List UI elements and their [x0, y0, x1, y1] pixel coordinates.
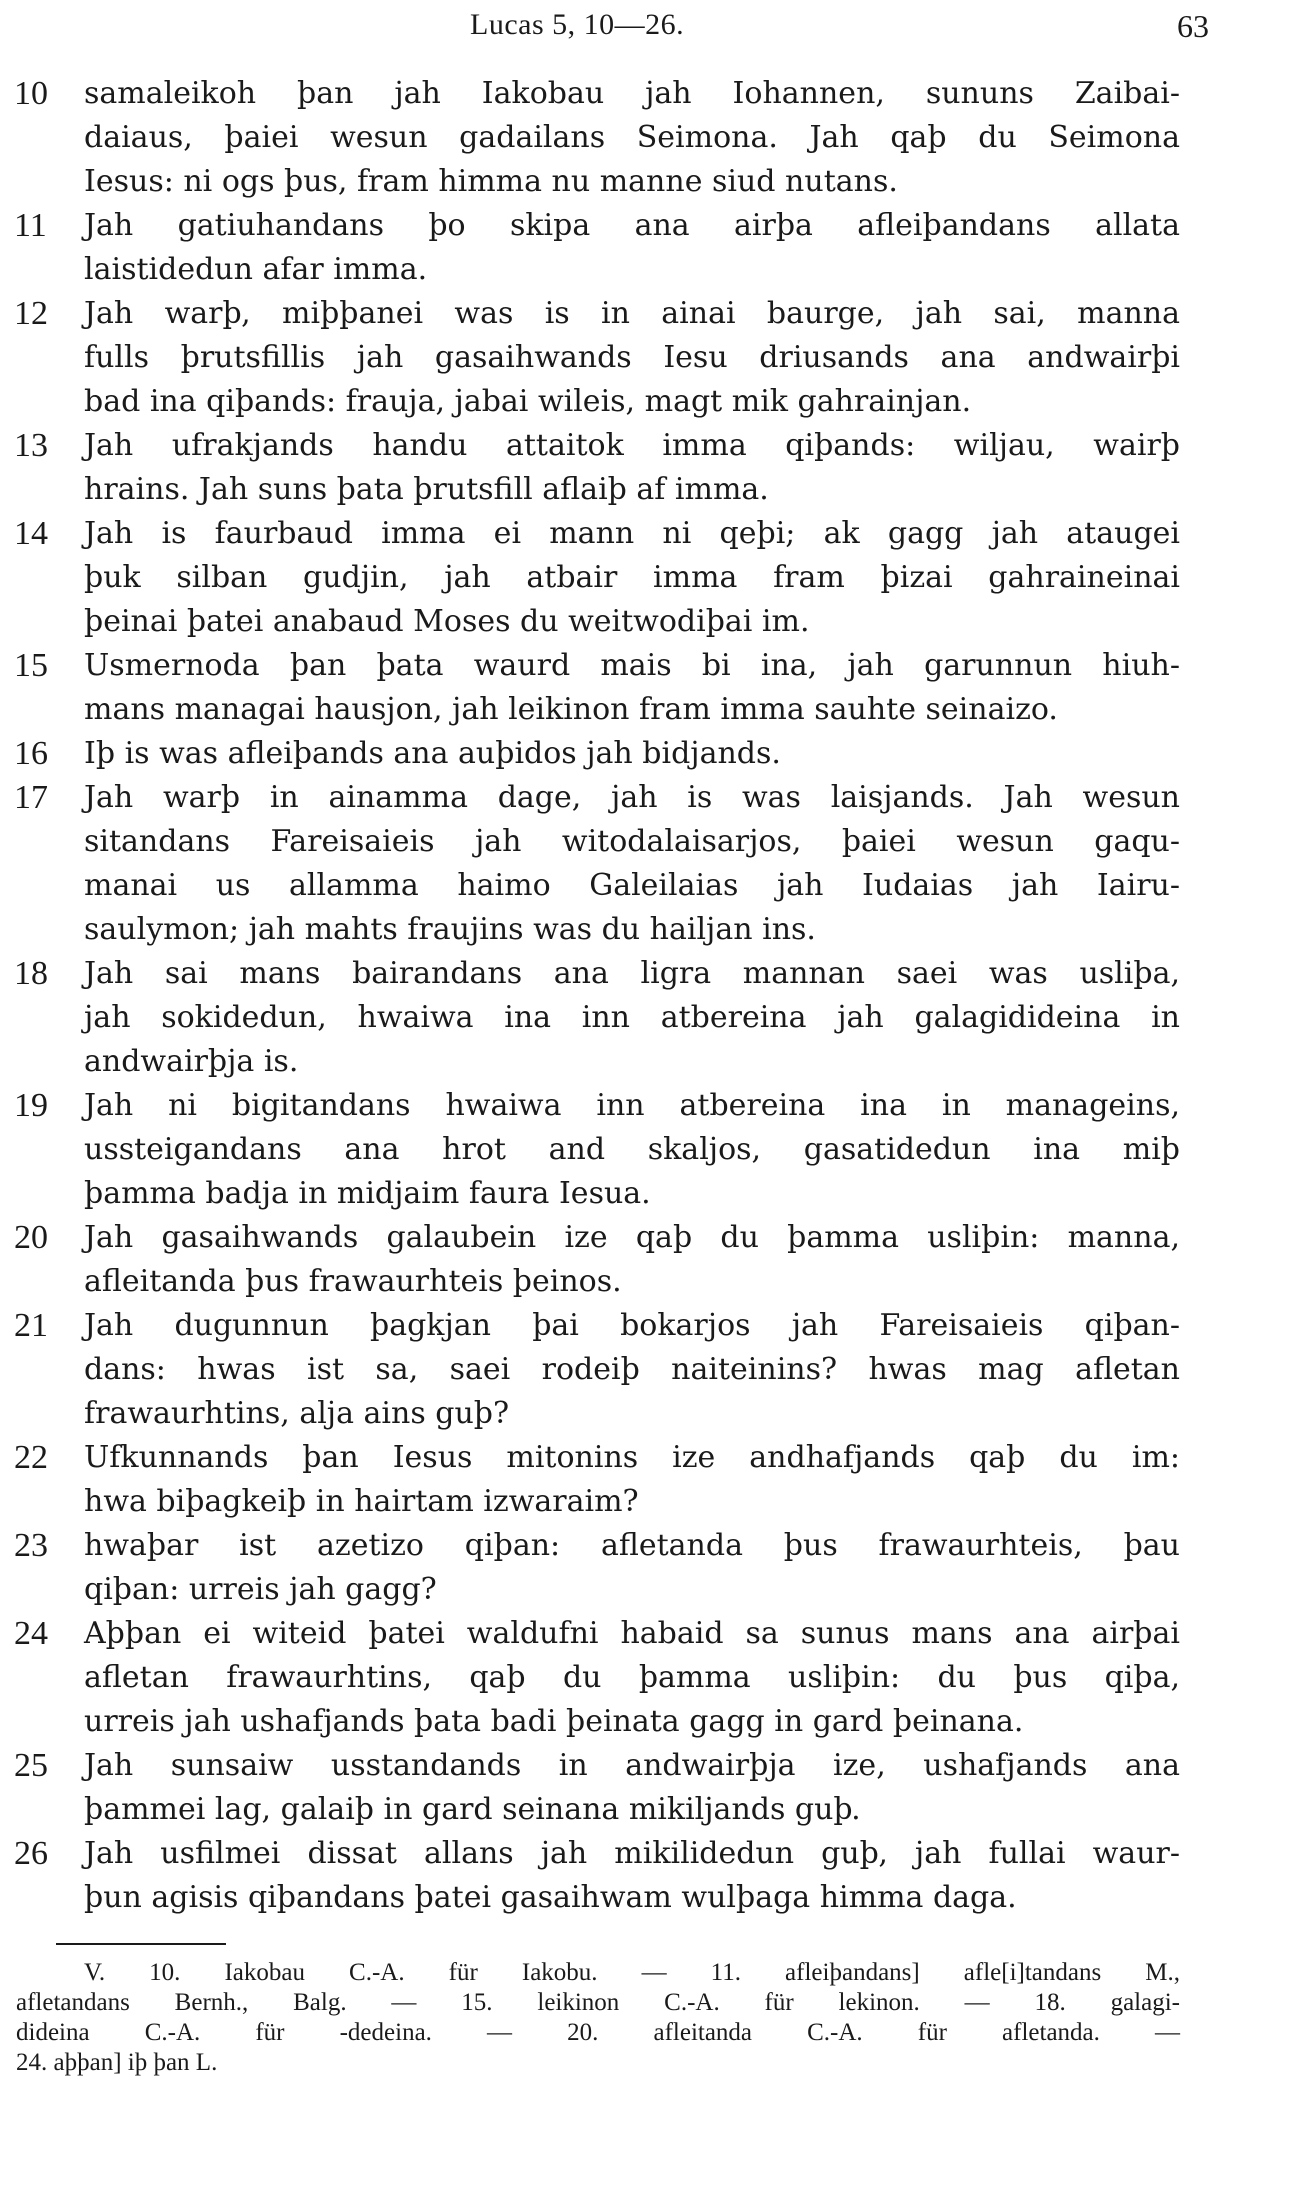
verse-line: urreis jah ushafjands þata badi þeinata gagg in gard þeinana.: [84, 1704, 1024, 1739]
verse-line: þun agisis qiþandans þatei gasaihwam wulþaga himma daga.: [84, 1880, 1017, 1915]
verse-number: 22: [14, 1439, 48, 1476]
verse-lines: [84, 204, 1180, 292]
verse-lines: [84, 732, 1180, 776]
verse-line: hwa biþagkeiþ in hairtam izwaraim?: [84, 1484, 639, 1519]
verse-lines: [84, 512, 1180, 644]
verse-line: bad ina qiþands: frauja, jabai wileis, magt mik gahrainjan.: [84, 384, 972, 419]
verse-line: hwaþar ist azetizo qiþan: afletanda þus frawaurhteis, þau: [84, 1528, 1180, 1563]
verse-number: 15: [14, 647, 48, 684]
verse-line: Jah sai mans bairandans ana ligra mannan saei was usliþa,: [84, 956, 1180, 991]
verse-line: Jah warþ in ainamma dage, jah is was laisjands. Jah wesun: [84, 780, 1180, 815]
verse-number: 13: [14, 427, 48, 464]
running-head: Lucas 5, 10—26.: [470, 8, 685, 41]
verse-line: Jah warþ, miþþanei was is in ainai baurge, jah sai, manna: [84, 296, 1180, 331]
verse-line: afletan frawaurhtins, qaþ du þamma usliþin: du þus qiþa,: [84, 1660, 1180, 1695]
verse-line: Iesus: ni ogs þus, fram himma nu manne siud nutans.: [84, 164, 898, 199]
verse: [0, 1744, 1304, 1832]
verse-line: Jah ufrakjands handu attaitok imma qiþands: wiljau, wairþ: [84, 428, 1180, 463]
verse: [0, 424, 1304, 512]
verse-line: hrains. Jah suns þata þrutsfill aflaiþ af imma.: [84, 472, 769, 507]
verse-line: ussteigandans ana hrot and skaljos, gasatidedun ina miþ: [84, 1132, 1180, 1167]
verse-lines: [84, 1436, 1180, 1524]
verse-lines: [84, 1744, 1180, 1832]
verse-text-block: [0, 72, 1304, 1920]
verse-line: laistidedun afar imma.: [84, 252, 428, 287]
verse-number: 24: [14, 1615, 48, 1652]
apparatus-line: V. 10. Iakobau C.-A. für Iakobu. — 11. afleiþandans] afle[i]tandans M.,: [84, 1959, 1180, 1986]
verse-number: 14: [14, 515, 48, 552]
verse-number: 12: [14, 295, 48, 332]
verse: [0, 1524, 1304, 1612]
verse-line: Jah gasaihwands galaubein ize qaþ du þamma usliþin: manna,: [84, 1220, 1180, 1255]
verse-number: 26: [14, 1835, 48, 1872]
verse-lines: [84, 1612, 1180, 1744]
verse-line: qiþan: urreis jah gagg?: [84, 1572, 437, 1607]
verse: [0, 72, 1304, 204]
verse-line: Jah sunsaiw usstandands in andwairþja ize, ushafjands ana: [84, 1748, 1180, 1783]
verse-line: þammei lag, galaiþ in gard seinana mikiljands guþ.: [84, 1792, 861, 1827]
verse-line: sitandans Fareisaieis jah witodalaisarjos, þaiei wesun gaqu-: [84, 824, 1180, 859]
verse-line: dans: hwas ist sa, saei rodeiþ naiteinins? hwas mag afletan: [84, 1352, 1180, 1387]
verse-line: Jah is faurbaud imma ei mann ni qeþi; ak gagg jah ataugei: [84, 516, 1180, 551]
verse-line: þeinai þatei anabaud Moses du weitwodiþai im.: [84, 604, 810, 639]
verse-line: jah sokidedun, hwaiwa ina inn atbereina jah galagidideina in: [84, 1000, 1180, 1035]
verse: [0, 204, 1304, 292]
page-number: 63: [1177, 8, 1209, 44]
verse-line: þamma badja in midjaim faura Iesua.: [84, 1176, 651, 1211]
verse-line: mans managai hausjon, jah leikinon fram imma sauhte seinaizo.: [84, 692, 1058, 727]
verse: [0, 732, 1304, 776]
verse-lines: [84, 776, 1180, 952]
verse: [0, 1084, 1304, 1216]
verse: [0, 952, 1304, 1084]
apparatus-line: afletandans Bernh., Balg. — 15. leikinon C.-A. für lekinon. — 18. galagi-: [16, 1989, 1180, 2016]
verse-line: fulls þrutsfillis jah gasaihwands Iesu driusands ana andwairþi: [84, 340, 1180, 375]
verse-lines: [84, 1304, 1180, 1436]
verse-lines: [84, 292, 1180, 424]
verse-line: manai us allamma haimo Galeilaias jah Iudaias jah Iairu-: [84, 868, 1180, 903]
verse-line: Jah gatiuhandans þo skipa ana airþa afleiþandans allata: [84, 208, 1180, 243]
verse-number: 11: [14, 207, 47, 244]
verse-number: 23: [14, 1527, 48, 1564]
verse-lines: [84, 952, 1180, 1084]
verse-number: 20: [14, 1219, 48, 1256]
verse-line: samaleikoh þan jah Iakobau jah Iohannen, sununs Zaibai-: [84, 76, 1180, 111]
verse: [0, 1216, 1304, 1304]
verse: [0, 1612, 1304, 1744]
page-header: [0, 8, 1304, 48]
verse-lines: [84, 1524, 1180, 1612]
verse-line: Ufkunnands þan Iesus mitonins ize andhafjands qaþ du im:: [84, 1440, 1180, 1475]
verse-lines: [84, 1216, 1180, 1304]
verse-line: þuk silban gudjin, jah atbair imma fram þizai gahraineinai: [84, 560, 1180, 595]
verse-line: andwairþja is.: [84, 1044, 299, 1079]
verse-number: 21: [14, 1307, 48, 1344]
verse-lines: [84, 424, 1180, 512]
verse-line: Aþþan ei witeid þatei waldufni habaid sa sunus mans ana airþai: [84, 1616, 1180, 1651]
verse-lines: [84, 644, 1180, 732]
verse-lines: [84, 1832, 1180, 1920]
apparatus-line: dideina C.-A. für -dedeina. — 20. afleitanda C.-A. für afletanda. —: [16, 2019, 1180, 2046]
verse-line: Usmernoda þan þata waurd mais bi ina, jah garunnun hiuh-: [84, 648, 1180, 683]
verse-line: Jah dugunnun þagkjan þai bokarjos jah Fareisaieis qiþan-: [84, 1308, 1180, 1343]
verse-number: 17: [14, 779, 48, 816]
verse-number: 25: [14, 1747, 48, 1784]
verse-lines: [84, 72, 1180, 204]
verse-number: 16: [14, 735, 48, 772]
verse: [0, 644, 1304, 732]
verse: [0, 1436, 1304, 1524]
verse: [0, 1832, 1304, 1920]
verse-number: 18: [14, 955, 48, 992]
verse: [0, 776, 1304, 952]
footnote-separator-rule: [56, 1943, 226, 1945]
verse: [0, 1304, 1304, 1436]
verse-number: 19: [14, 1087, 48, 1124]
verse-line: afleitanda þus frawaurhteis þeinos.: [84, 1264, 622, 1299]
verse-line: Jah ni bigitandans hwaiwa inn atbereina ina in manageins,: [84, 1088, 1180, 1123]
verse-line: Jah usfilmei dissat allans jah mikilidedun guþ, jah fullai waur-: [84, 1836, 1180, 1871]
verse-line: daiaus, þaiei wesun gadailans Seimona. Jah qaþ du Seimona: [84, 120, 1180, 155]
verse-lines: [84, 1084, 1180, 1216]
verse-line: Iþ is was afleiþands ana auþidos jah bidjands.: [84, 736, 781, 771]
verse-number: 10: [14, 75, 48, 112]
verse-line: saulymon; jah mahts fraujins was du hailjan ins.: [84, 912, 816, 947]
verse-line: frawaurhtins, alja ains guþ?: [84, 1396, 510, 1431]
verse: [0, 292, 1304, 424]
critical-apparatus: [0, 1958, 1304, 2078]
apparatus-line: 24. aþþan] iþ þan L.: [16, 2049, 218, 2076]
verse: [0, 512, 1304, 644]
